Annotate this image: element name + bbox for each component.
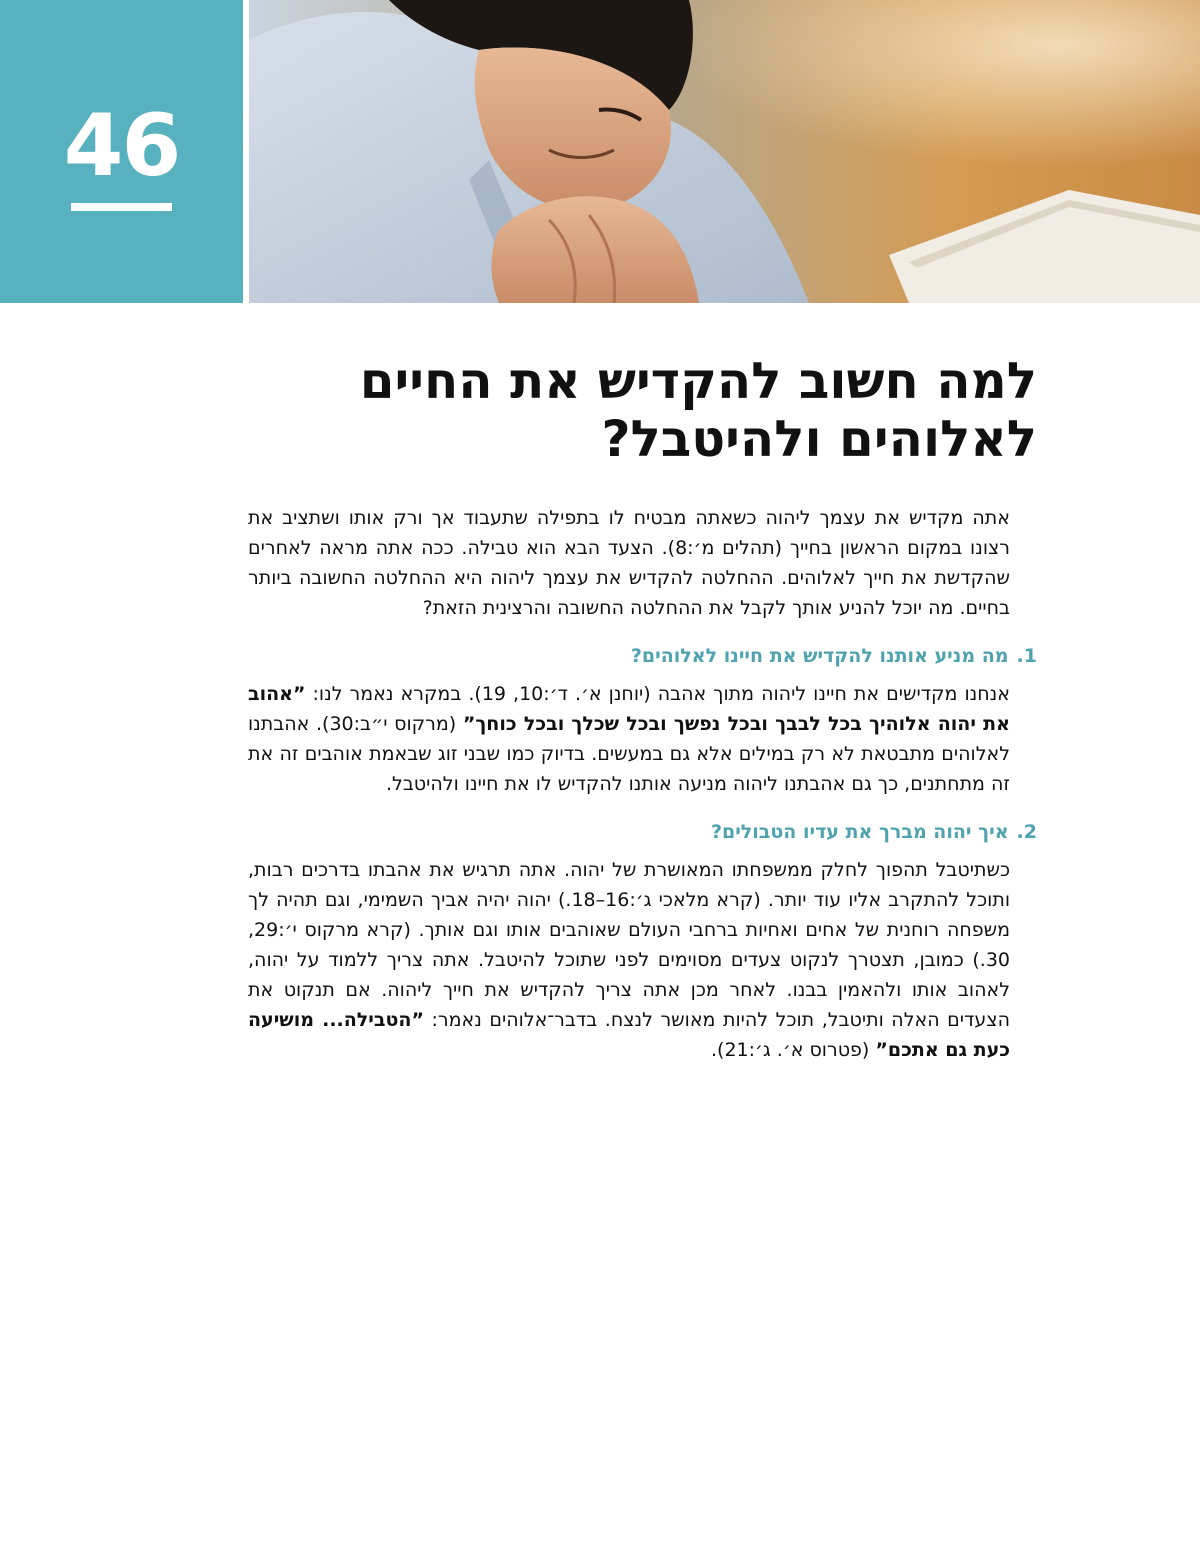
- question-1: [248, 641, 1037, 671]
- question-1-number: 1.: [1016, 645, 1037, 667]
- lesson-content: [248, 503, 1037, 1065]
- praying-man-photo: [249, 0, 1200, 303]
- answer-1-part-1: אנחנו מקדישים את חיינו ליהוה מתוך אהבה (יוחנן א׳. ד׳:10, 19). במקרא נאמר לנו:: [305, 683, 1010, 705]
- lesson-number: 46: [63, 96, 180, 196]
- answer-2-quote: ”הטבילה... מושיעה כעת גם אתכם”: [248, 1009, 1010, 1061]
- intro-paragraph: אתה מקדיש את עצמך ליהוה כשאתה מבטיח לו בתפילה שתעבוד אך ורק אותו ושתציב את רצונו במקום הראשון בחייך (תהלים מ׳:8). הצעד הבא הוא טבילה. ככה אתה מראה לאחרים שהקדשת את חייך לאלוהים. ההחלטה להקדיש את עצמך ליהוה היא ההחלטה החשובה ביותר בחיים. מה יוכל להניע אותך לקבל את ההחלטה החשובה והרצינית הזאת?: [248, 507, 1011, 619]
- answer-2-part-1: כשתיטבל תהפוך לחלק ממשפחתו המאושרת של יהוה. אתה תרגיש את אהבתו בדרכים רבות, ותוכל להתקרב אליו עוד יותר. (קרא מלאכי ג׳:16–18.) יהוה יהיה אביך השמימי, וגם תהיה לך משפחה רוחנית של אחים ואחיות ברחבי העולם שאוהבים אותו וגם אותך. (קרא מרקוס י׳:29, 30.) כמובן, תצטרך לנקוט צעדים מסוימים לפני שתוכל להיטבל. אתה צריך ללמוד על יהוה, לאהוב אותו ולהאמין בבנו. לאחר מכן אתה צריך להקדיש את חייך ליהוה. אם תנקוט את הצעדים האלה ותיטבל, תוכל להיות מאושר לנצח. בדבר־אלוהים נאמר:: [248, 859, 1010, 1031]
- answer-1-quote: ”אהוב את יהוה אלוהיך בכל לבבך ובכל נפשך ובכל שכלך ובכל כוחך”: [248, 683, 1010, 735]
- question-2: [248, 817, 1037, 847]
- lesson-number-underline: [71, 203, 172, 211]
- answer-1-paragraph: [248, 679, 1010, 799]
- question-2-text: איך יהוה מברך את עדיו הטבולים?: [710, 821, 1009, 843]
- answer-1-part-2: (מרקוס י״ב:30). אהבתנו לאלוהים מתבטאת לא רק במילים אלא גם במעשים. בדיוק כמו שבני זוג שבאמת אוהבים זה את זה מתחתנים, כך גם אהבתנו ליהוה מניעה אותנו להקדיש לו את חיינו ולהיטבל.: [248, 713, 1010, 795]
- page-header: [0, 0, 1200, 303]
- page-title: למה חשוב להקדיש את החיים לאלוהים ולהיטבל?: [359, 352, 1037, 468]
- question-2-number: 2.: [1016, 821, 1037, 843]
- question-1-text: מה מניע אותנו להקדיש את חיינו לאלוהים?: [630, 645, 1009, 667]
- answer-2-paragraph: [248, 855, 1010, 1065]
- lesson-number-box: [0, 0, 243, 303]
- answer-2-part-2: (פטרוס א׳. ג׳:21).: [711, 1039, 876, 1061]
